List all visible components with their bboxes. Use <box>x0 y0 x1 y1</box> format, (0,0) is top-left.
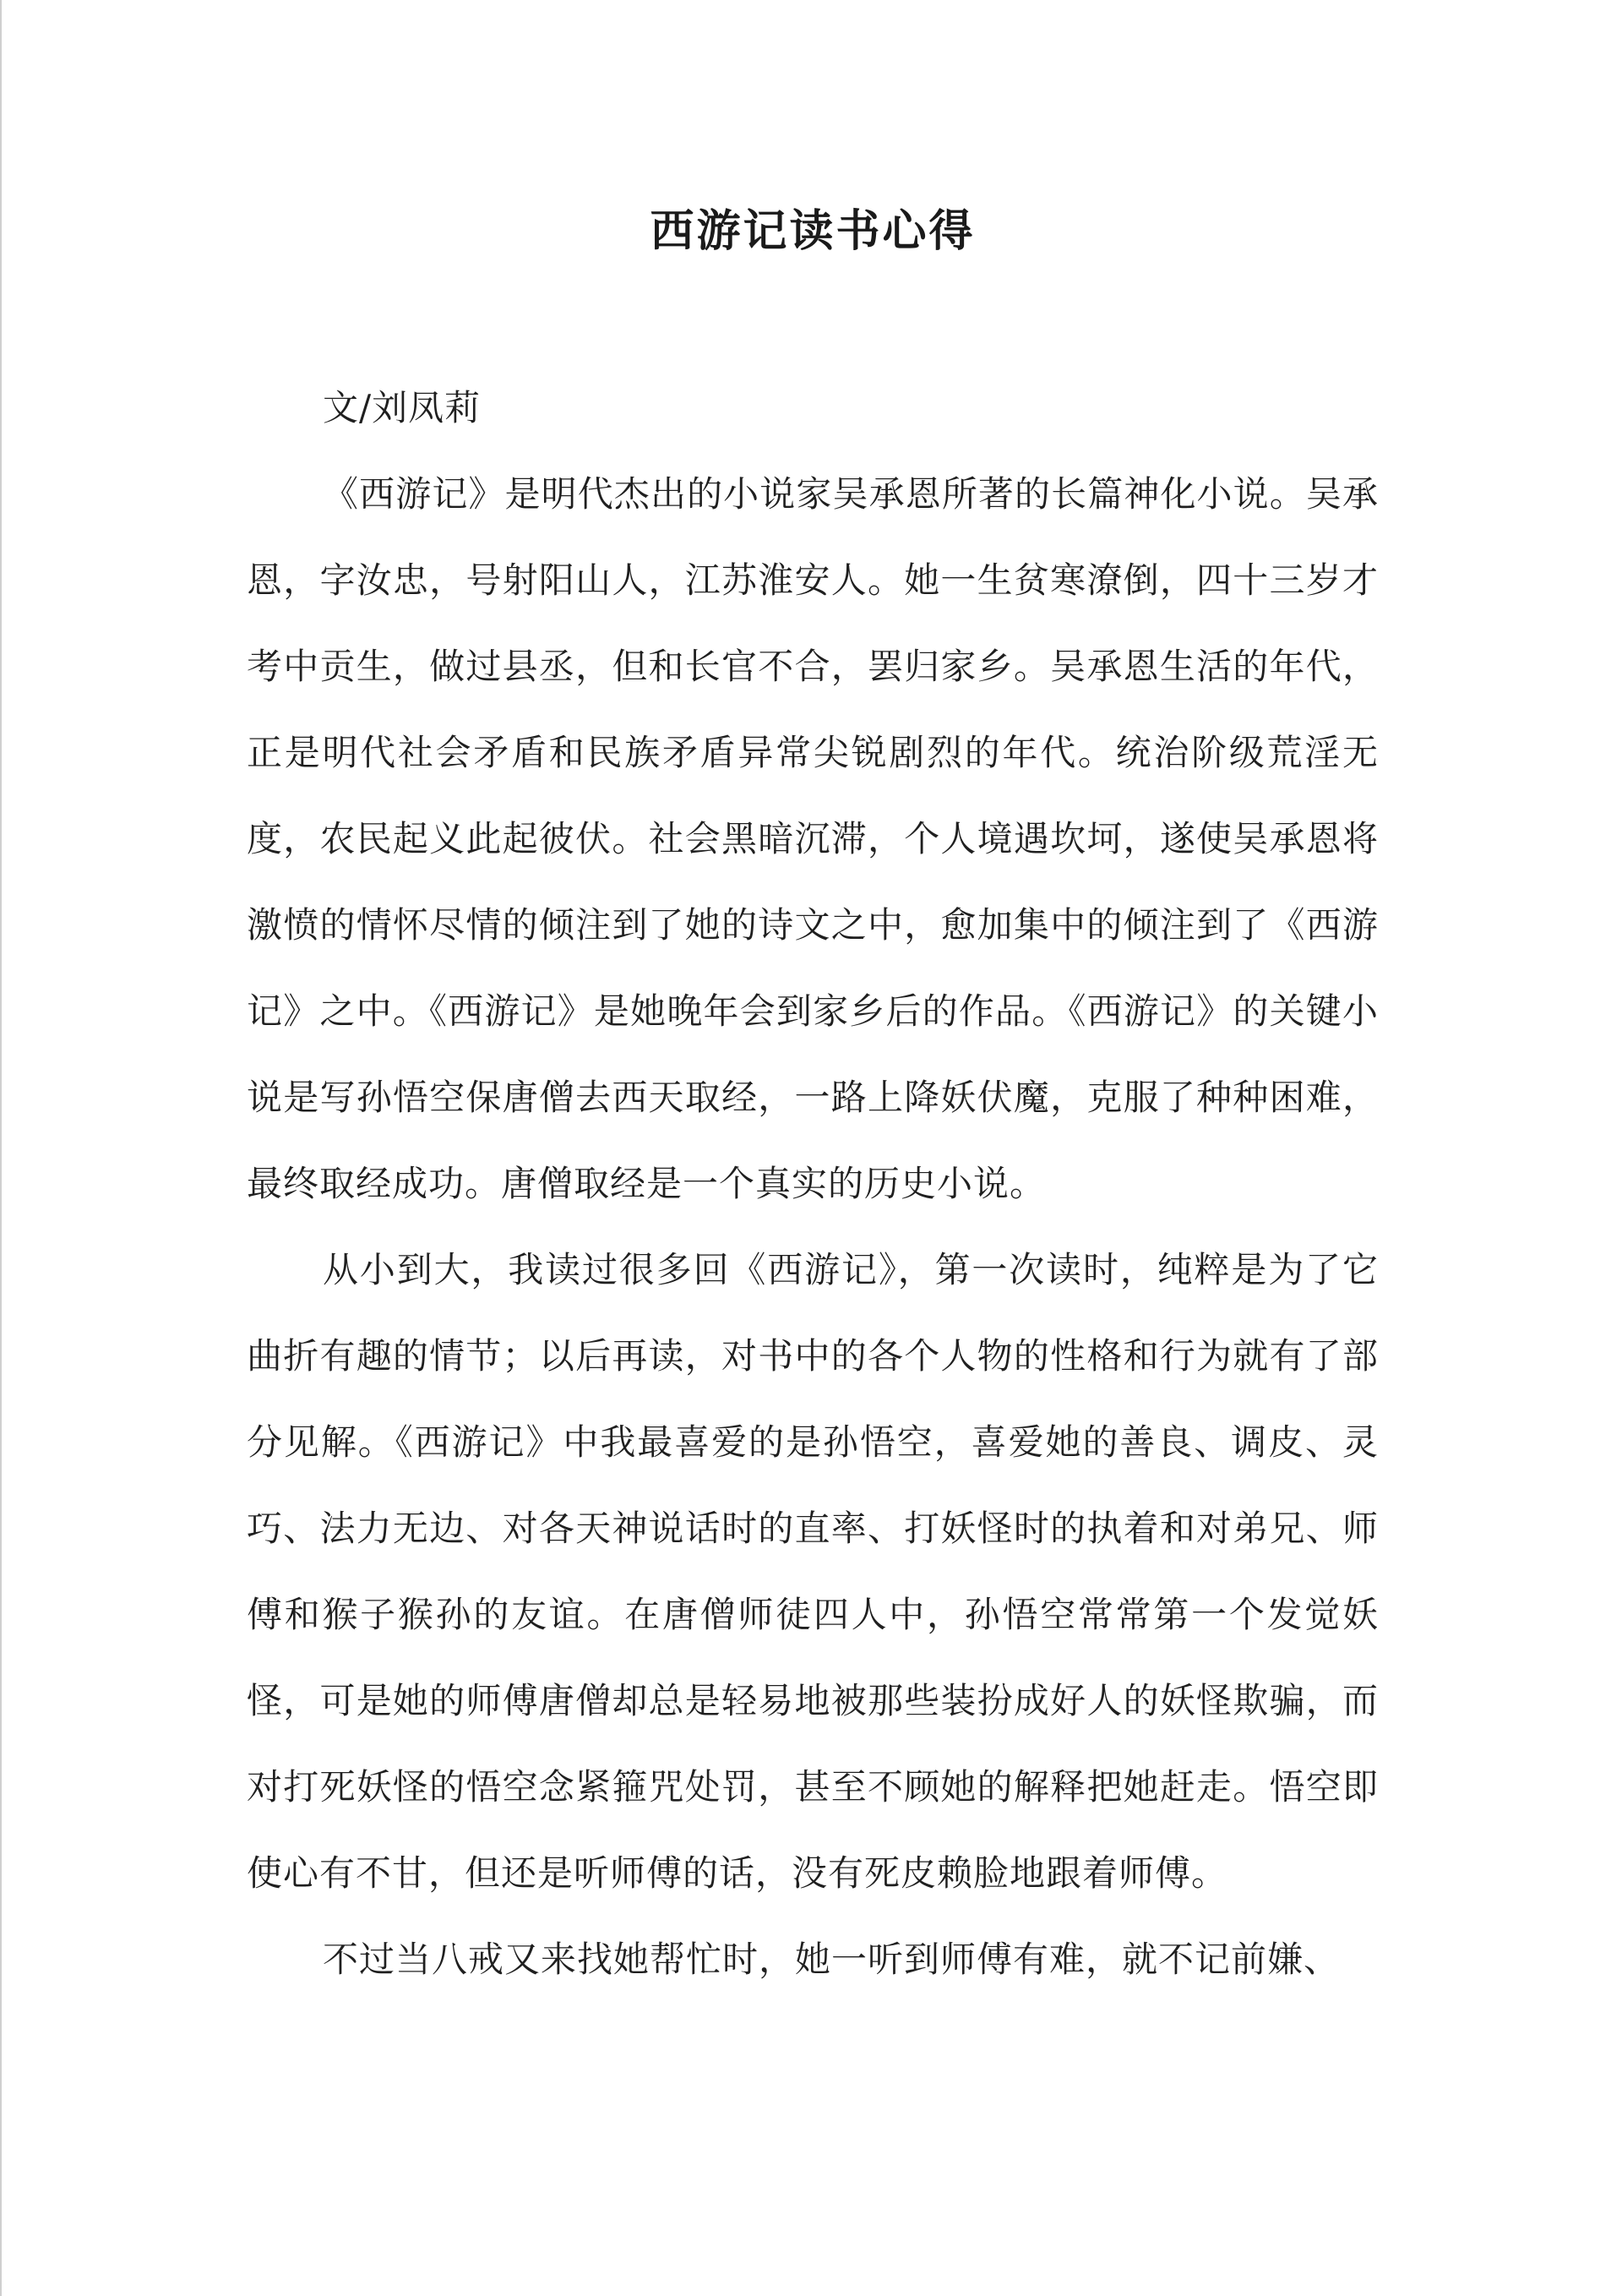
paragraph: 《西游记》是明代杰出的小说家吴承恩所著的长篇神化小说。吴承恩，字汝忠，号射阳山人，江苏淮安人。她一生贫寒潦倒，四十三岁才考中贡生，做过县丞，但和长官不合，罢归家乡。吴承恩生活的年代，正是明代社会矛盾和民族矛盾异常尖锐剧烈的年代。统治阶级荒淫无度，农民起义此起彼伏。社会黑暗沉滞，个人境遇坎坷，遂使吴承恩将激愤的情怀尽情的倾注到了她的诗文之中，愈加集中的倾注到了《西游记》之中。《西游记》是她晚年会到家乡后的作品。《西游记》的关键小说是写孙悟空保唐僧去西天取经，一路上降妖伏魔，克服了种种困难，最终取经成功。唐僧取经是一个真实的历史小说。 <box>247 473 1379 1204</box>
page-title: 西游记读书心得 <box>650 205 976 257</box>
paragraph: 不过当八戒又来找她帮忙时，她一听到师傅有难，就不记前嫌、 <box>323 1939 1341 1980</box>
document-body <box>247 365 1379 2003</box>
paragraph: 从小到大，我读过很多回《西游记》，第一次读时，纯粹是为了它曲折有趣的情节；以后再读，对书中的各个人物的性格和行为就有了部分见解。《西游记》中我最喜爱的是孙悟空，喜爱她的善良、调皮、灵巧、法力无边、对各天神说话时的直率、打妖怪时的执着和对弟兄、师傅和猴子猴孙的友谊。在唐僧师徒四人中，孙悟空常常第一个发觉妖怪，可是她的师傅唐僧却总是轻易地被那些装扮成好人的妖怪欺骗，而对打死妖怪的悟空念紧箍咒处罚，甚至不顾她的解释把她赶走。悟空即使心有不甘，但还是听师傅的话，没有死皮赖脸地跟着师傅。 <box>247 1249 1379 1894</box>
author-byline: 文/刘凤莉 <box>323 387 482 428</box>
